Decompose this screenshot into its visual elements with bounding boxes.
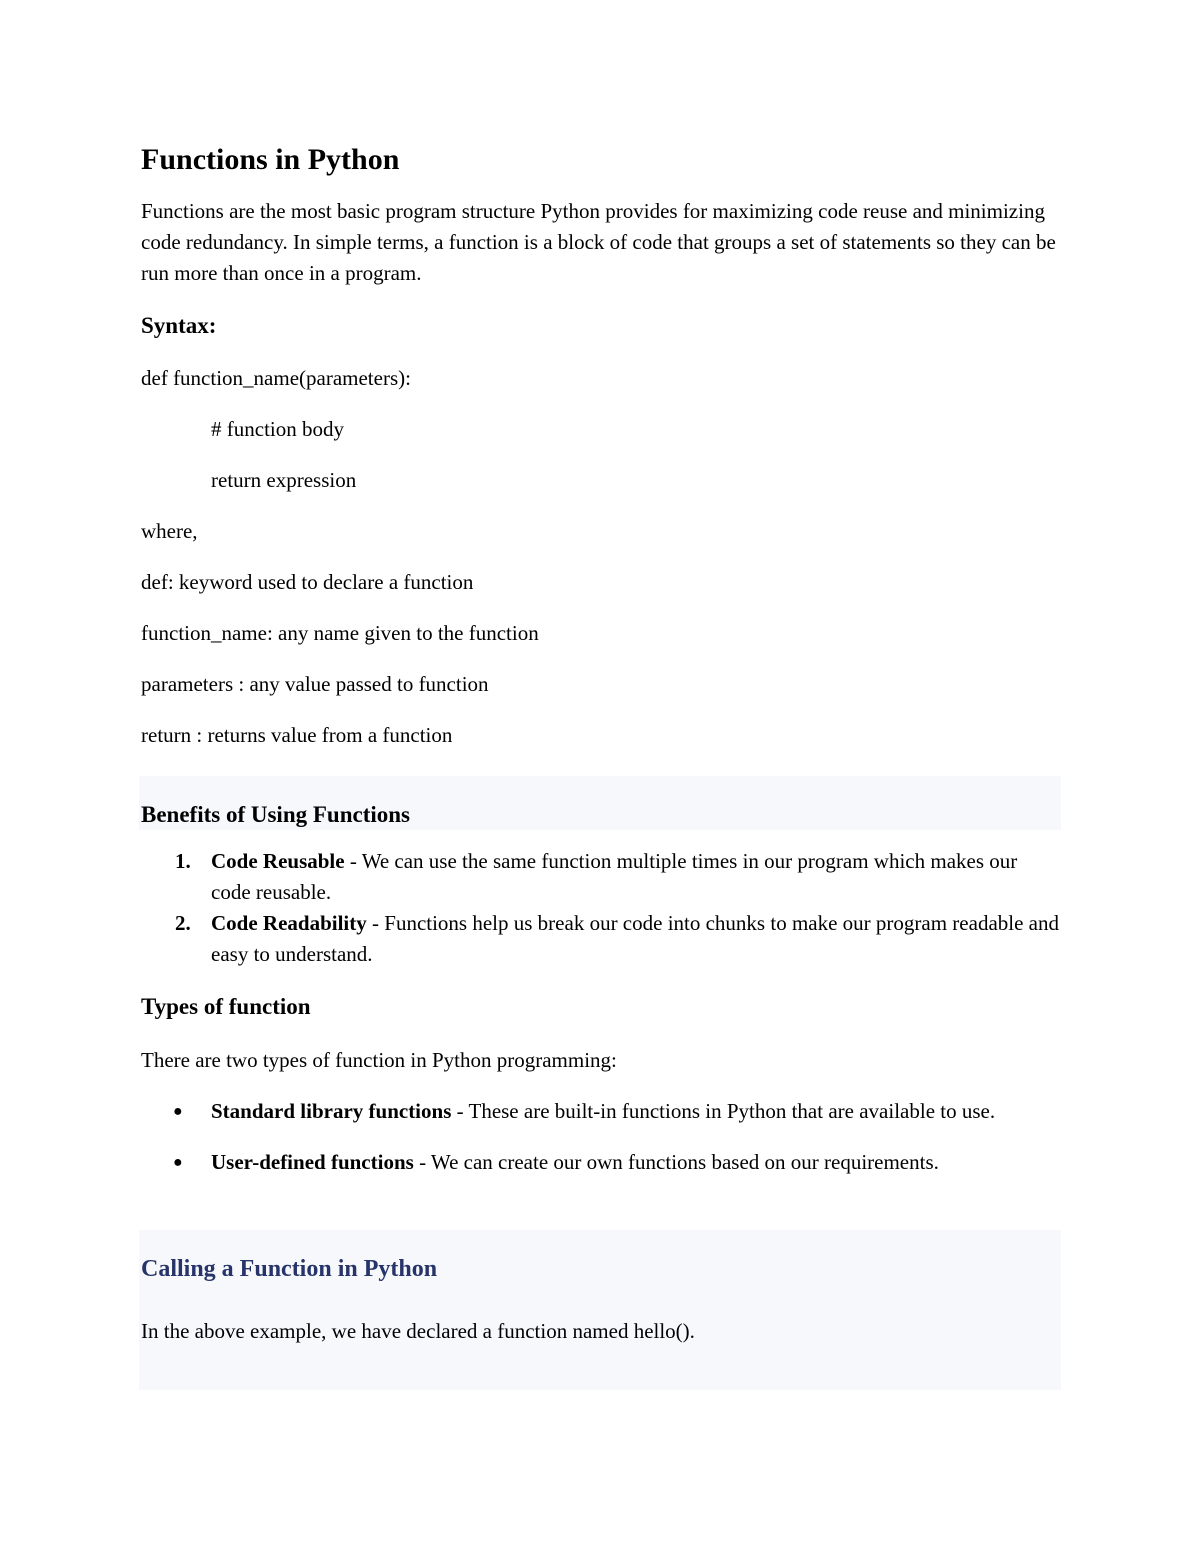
list-item [141,908,1061,970]
type-term: Standard library functions [211,1099,452,1123]
benefit-desc: - We can use the same function multiple times in our program which makes our code reusable. [211,849,1018,904]
list-item [141,1096,1061,1127]
bullet-icon: ● [173,1154,183,1171]
list-item [141,846,1061,908]
document-body [141,140,1061,751]
syntax-body-line: # function body [211,417,344,441]
types-heading: Types of function [141,994,311,1019]
benefits-heading: Benefits of Using Functions [141,802,410,827]
intro-paragraph: Functions are the most basic program structure Python provides for maximizing code reuse and minimizing code redundancy. In simple terms, a function is a block of code that groups a set of statements so they can be run more than once in a program. [141,199,1056,285]
benefit-term: Code Reusable [211,849,345,873]
page-title: Functions in Python [141,143,400,176]
list-number: 2. [175,911,191,935]
syntax-heading: Syntax: [141,313,217,338]
syntax-return-line: return expression [211,468,357,492]
types-list [141,1096,1061,1198]
list-item [141,1147,1061,1178]
syntax-term: def: keyword used to declare a function [141,570,474,594]
benefit-desc: - Functions help us break our code into chunks to make our program readable and easy to understand. [211,911,1059,966]
types-intro: There are two types of function in Python programming: [141,1048,617,1072]
benefits-list [141,846,1061,970]
syntax-term: function_name: any name given to the function [141,621,539,645]
type-desc: - We can create our own functions based on our requirements. [413,1150,939,1174]
syntax-term: parameters : any value passed to function [141,672,489,696]
syntax-where: where, [141,519,198,543]
bullet-icon: ● [173,1103,183,1120]
syntax-def-line: def function_name(parameters): [141,366,411,390]
calling-heading: Calling a Function in Python [141,1256,438,1282]
type-term: User-defined functions [211,1150,414,1174]
type-desc: - These are built-in functions in Python that are available to use. [451,1099,996,1123]
calling-paragraph: In the above example, we have declared a function named hello(). [141,1319,695,1343]
list-number: 1. [175,849,191,873]
benefit-term: Code Readability [211,911,367,935]
syntax-term: return : returns value from a function [141,723,453,747]
